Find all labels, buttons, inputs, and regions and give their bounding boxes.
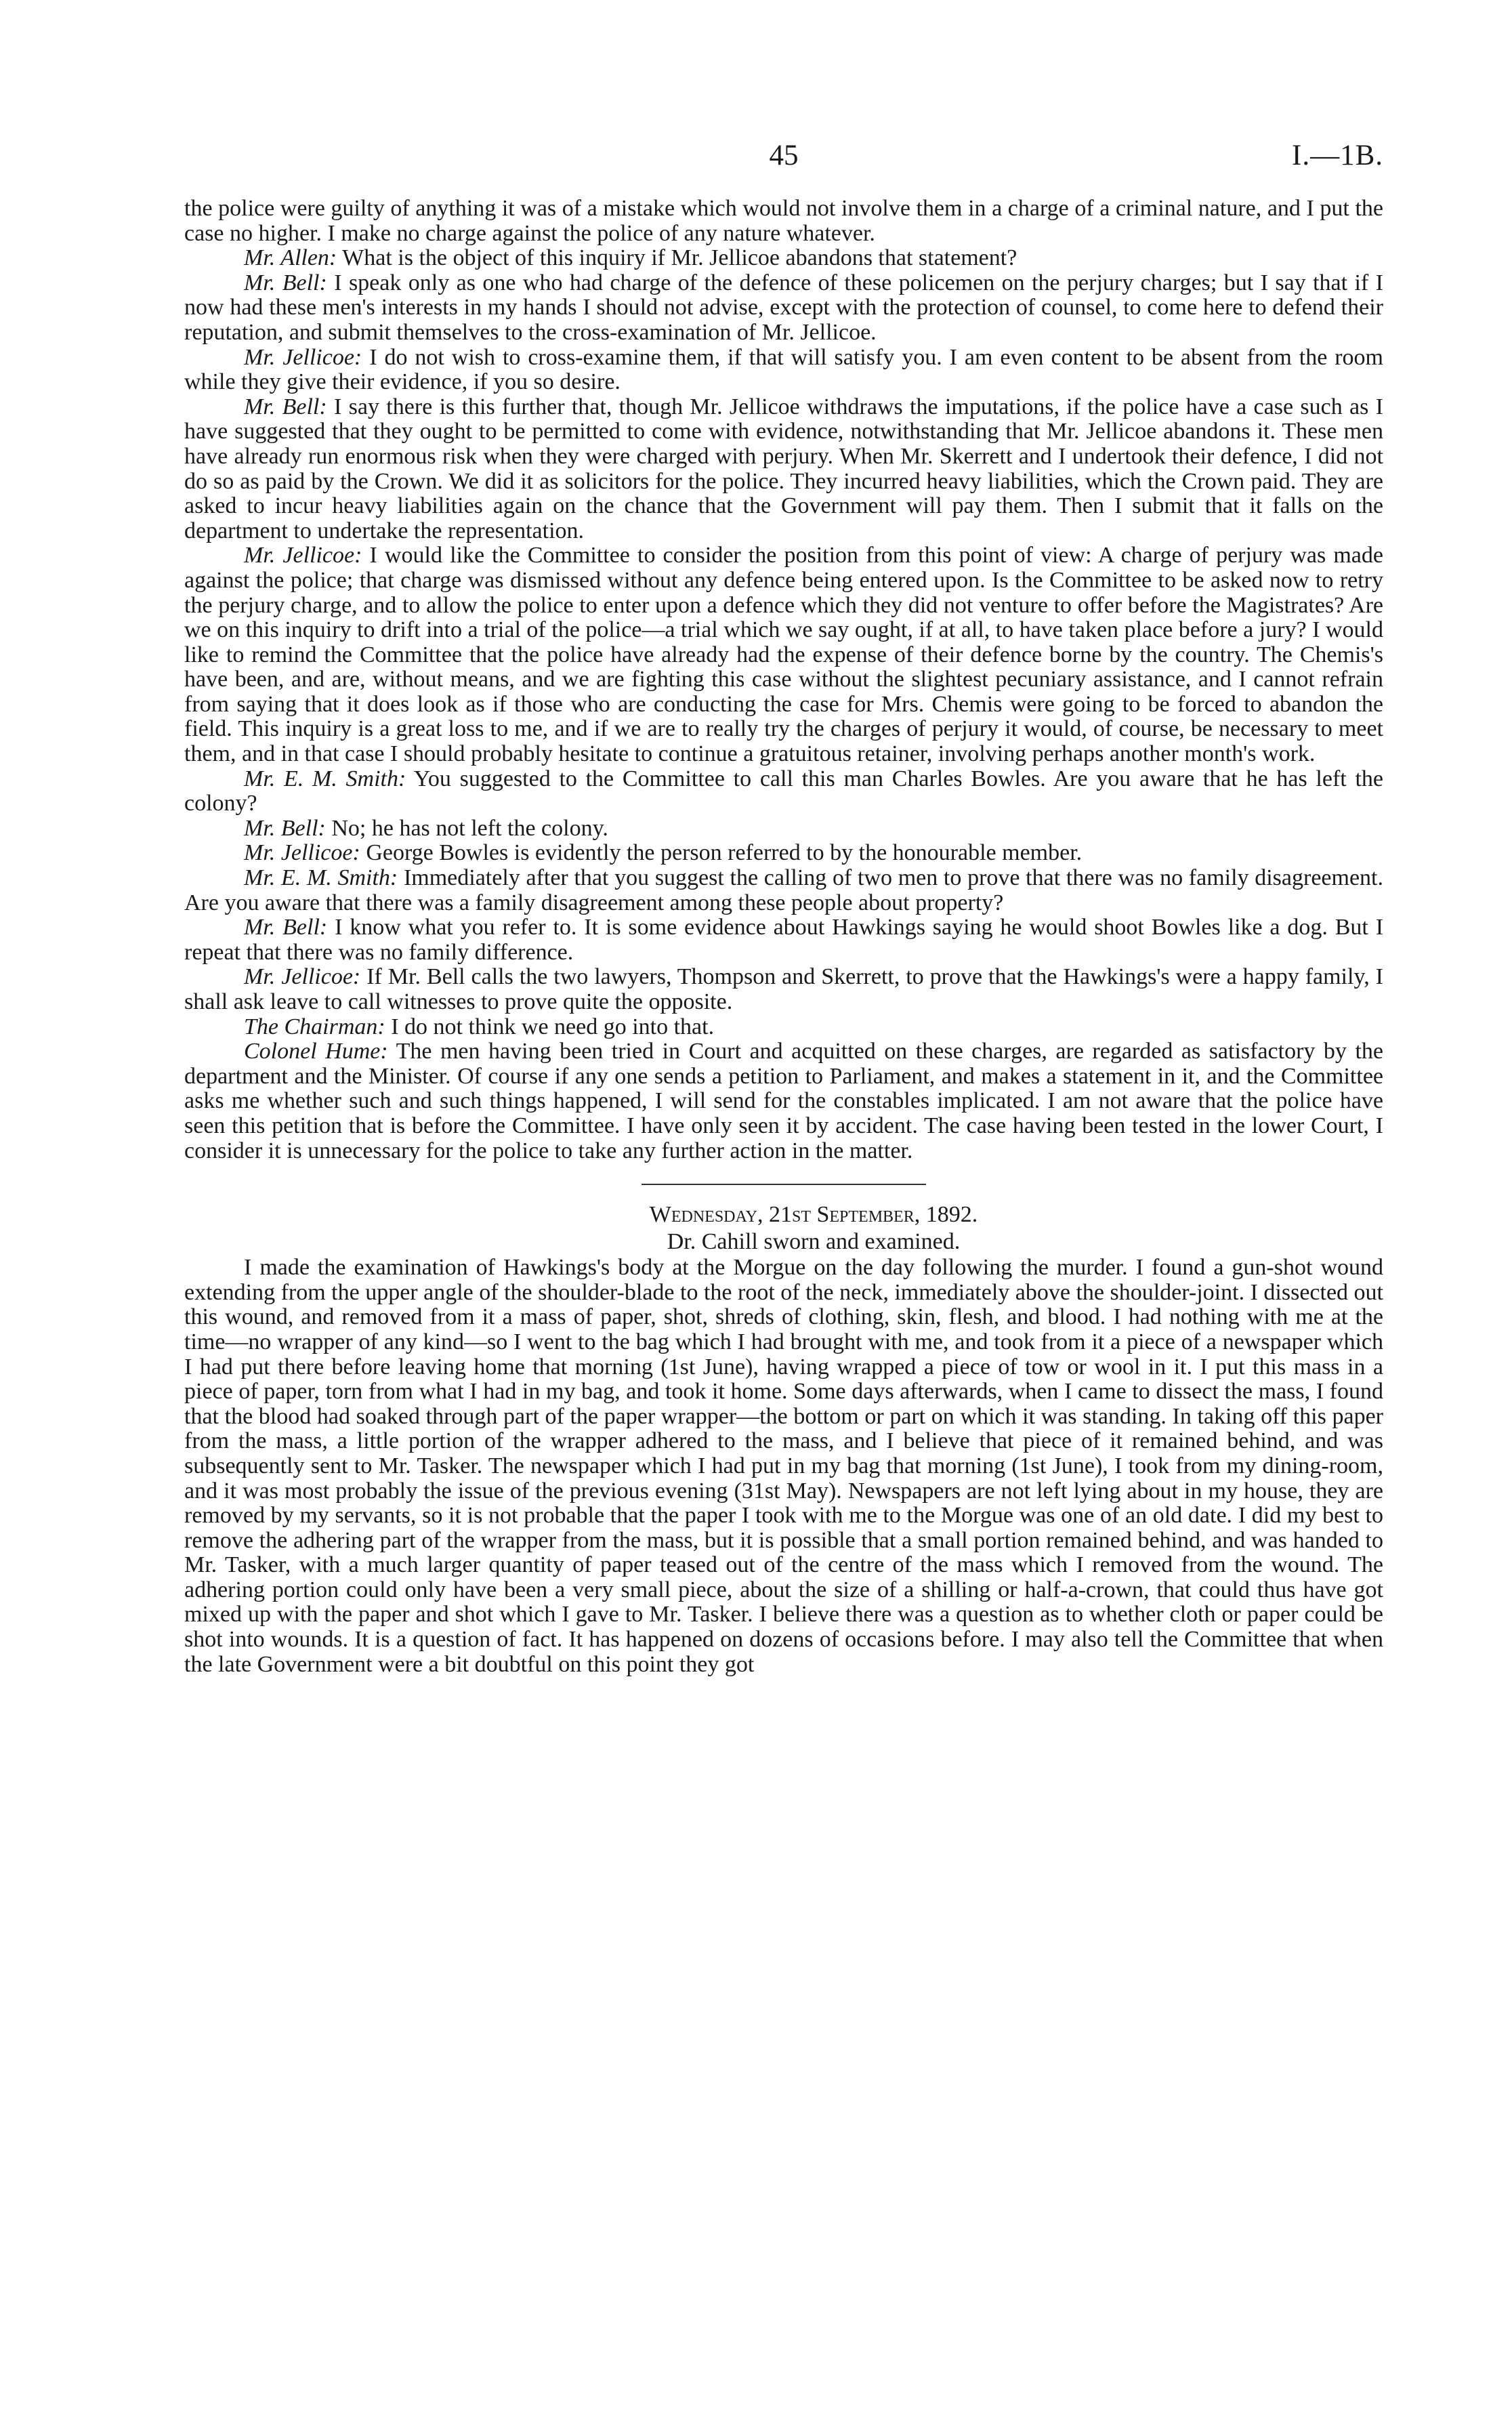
paragraph-text: I speak only as one who had charge of the defence of these policemen on the perjury charges; but I say that if I now had these men's interests in my hands I should not advise, except with the protection of counsel, to come here to defend their reputation, and submit themselves to the cross-examination of Mr. Jellicoe. [184,270,1383,345]
paragraph-text: If Mr. Bell calls the two lawyers, Thompson and Skerrett, to prove that the Hawkings's were a happy family, I shall ask leave to call witnesses to prove quite the opposite. [184,964,1384,1014]
paragraph [184,346,1383,395]
paragraph [184,816,1383,842]
paragraph-text: I know what you refer to. It is some evidence about Hawkings saying he would shoot Bowles like a dog. But I repeat that there was no family difference. [184,915,1384,965]
paragraph [184,395,1383,544]
paragraph-text: Immediately after that you suggest the calling of two men to prove that there was no family disagreement. Are you aware that there was a family disagreement among these people about property? [184,865,1383,915]
paragraph-text: the police were guilty of anything it was of a mistake which would not involve them in a charge of a criminal nature, and I put the case no higher. I make no charge against the police of any nature whatever. [184,196,1383,246]
section-date-heading: Wednesday, 21st September, 1892. [649,1202,978,1228]
paragraph [184,543,1383,766]
speaker-name: Mr. Jellicoe: [244,964,361,990]
paragraph-text: No; he has not left the colony. [331,815,608,841]
paragraph [184,767,1383,816]
section-divider [642,1184,926,1185]
paragraph-text: I do not wish to cross-examine them, if that will satisfy you. I am even content to be absent from the room while they give their evidence, if you so desire. [184,344,1383,395]
paragraph [184,915,1383,965]
speaker-name: Mr. Bell: [244,394,327,419]
speaker-name: Mr. Bell: [244,815,326,841]
speaker-name: The Chairman: [244,1014,385,1039]
paragraph-text: You suggested to the Committee to call this man Charles Bowles. Are you aware that he has left the colony? [184,766,1383,816]
speaker-name: Mr. E. M. Smith: [244,865,398,891]
speaker-name: Mr. Bell: [244,270,327,295]
speaker-name: Mr. Allen: [244,245,337,271]
witness-heading: Dr. Cahill sworn and examined. [667,1229,961,1255]
paragraph-text: The men having been tried in Court and acquitted on these charges, are regarded as satisfactory by the department and the Minister. Of course if any one sends a petition to Parliament, and makes a statement in it, and the Committee asks me whether such and such things happened, I will send for the constables implicated. I am not aware that the police have seen this petition that is before the Committee. I have only seen it by accident. The case having been tested in the lower Court, I consider it is unnecessary for the police to take any further action in the matter. [184,1039,1383,1163]
paragraph-text: What is the object of this inquiry if Mr. Jellicoe abandons that statement? [342,245,1017,271]
paragraph [184,196,1383,246]
speaker-name: Mr. Jellicoe: [244,543,362,568]
speaker-name: Mr. Bell: [244,915,328,940]
paragraph [184,841,1383,866]
paragraph [184,965,1383,1014]
paragraph [184,1015,1383,1040]
testimony-paragraph: I made the examination of Hawkings's body at the Morgue on the day following the murder. I found a gun-shot wound extending from the upper angle of the shoulder-blade to the root of the neck, immediately above the shoulder-joint. I dissected out this wound, and removed from it a mass of paper, shot, shreds of clothing, skin, flesh, and blood. I had nothing with me at the time—no wrapper of any kind—so I went to the bag which I had brought with me, and took from it a piece of a newspaper which I had put there before leaving home that morning (1st June), having wrapped a piece of tow or wool in it. I put this mass in a piece of paper, torn from what I had in my bag, and took it home. Some days afterwards, when I came to dissect the mass, I found that the blood had soaked through part of the paper wrapper—the bottom or part on which it was standing. In taking off this paper from the mass, a little portion of the wrapper adhered to the mass, and I believe that piece of it remained behind, and was subsequently sent to Mr. Tasker. The newspaper which I had put in my bag that morning (1st June), I took from my dining-room, and it was most probably the issue of the previous evening (31st May). Newspapers are not left lying about in my house, they are removed by my servants, so it is not probable that the paper I took with me to the Morgue was one of an old date. I did my best to remove the adhering part of the wrapper from the mass, but it is possible that a small portion remained behind, and was handed to Mr. Tasker, with a much larger quantity of paper teased out of the centre of the mass which I removed from the wound. The adhering portion could only have been a very small piece, about the size of a shilling or half-a-crown, that could thus have got mixed up with the paper and shot which I gave to Mr. Tasker. I believe there was a question as to whether cloth or paper could be shot into wounds. It is a question of fact. It has happened on dozens of occasions before. I may also tell the Committee that when the late Government were a bit doubtful on this point they got [184,1255,1383,1677]
document-reference: I.—1B. [1292,140,1383,171]
paragraph [184,1039,1383,1163]
body-text [184,196,1383,1677]
paragraph [184,246,1383,271]
paragraph-text: I would like the Committee to consider the position from this point of view: A charge of perjury was made against the police; that charge was dismissed without any defence being entered upon. Is the Committee to be asked now to retry the perjury charge, and to allow the police to enter upon a defence which they did not venture to offer before the Magistrates? Are we on this inquiry to drift into a trial of the police—a trial which we say ought, if at all, to have taken place before a jury? I would like to remind the Committee that the police have already had the expense of their defence borne by the country. The Chemis's have been, and are, without means, and we are fighting this case without the slightest pecuniary assistance, and I cannot refrain from saying that it does look as if those who are conducting the case for Mrs. Chemis were going to be forced to abandon the field. This inquiry is a great loss to me, and if we are to really try the charges of perjury it would, of course, be necessary to meet them, and in that case I should probably hesitate to continue a gratuitous retainer, involving perhaps another month's work. [184,543,1383,767]
paragraph-text: George Bowles is evidently the person referred to by the honourable member. [366,840,1083,866]
speaker-name: Mr. Jellicoe: [244,840,360,866]
speaker-name: Mr. Jellicoe: [244,344,362,370]
paragraph [184,866,1383,915]
page-header [184,139,1383,180]
page-number: 45 [769,140,799,171]
paragraph-text: I say there is this further that, though Mr. Jellicoe withdraws the imputations, if the police have a case such as I have suggested that they ought to be permitted to come with evidence, notwithstanding that Mr. Jellicoe abandons it. These men have already run enormous risk when they were charged with perjury. When Mr. Skerrett and I undertook their defence, I did not do so as paid by the Crown. We did it as solicitors for the police. They incurred heavy liabilities, which the Crown paid. They are asked to incur heavy liabilities again on the chance that the Government will pay them. Then I submit that it falls on the department to undertake the representation. [184,394,1384,543]
speaker-name: Colonel Hume: [244,1039,388,1064]
paragraph [184,271,1383,346]
speaker-name: Mr. E. M. Smith: [244,766,406,791]
paragraph-text: I do not think we need go into that. [391,1014,715,1039]
